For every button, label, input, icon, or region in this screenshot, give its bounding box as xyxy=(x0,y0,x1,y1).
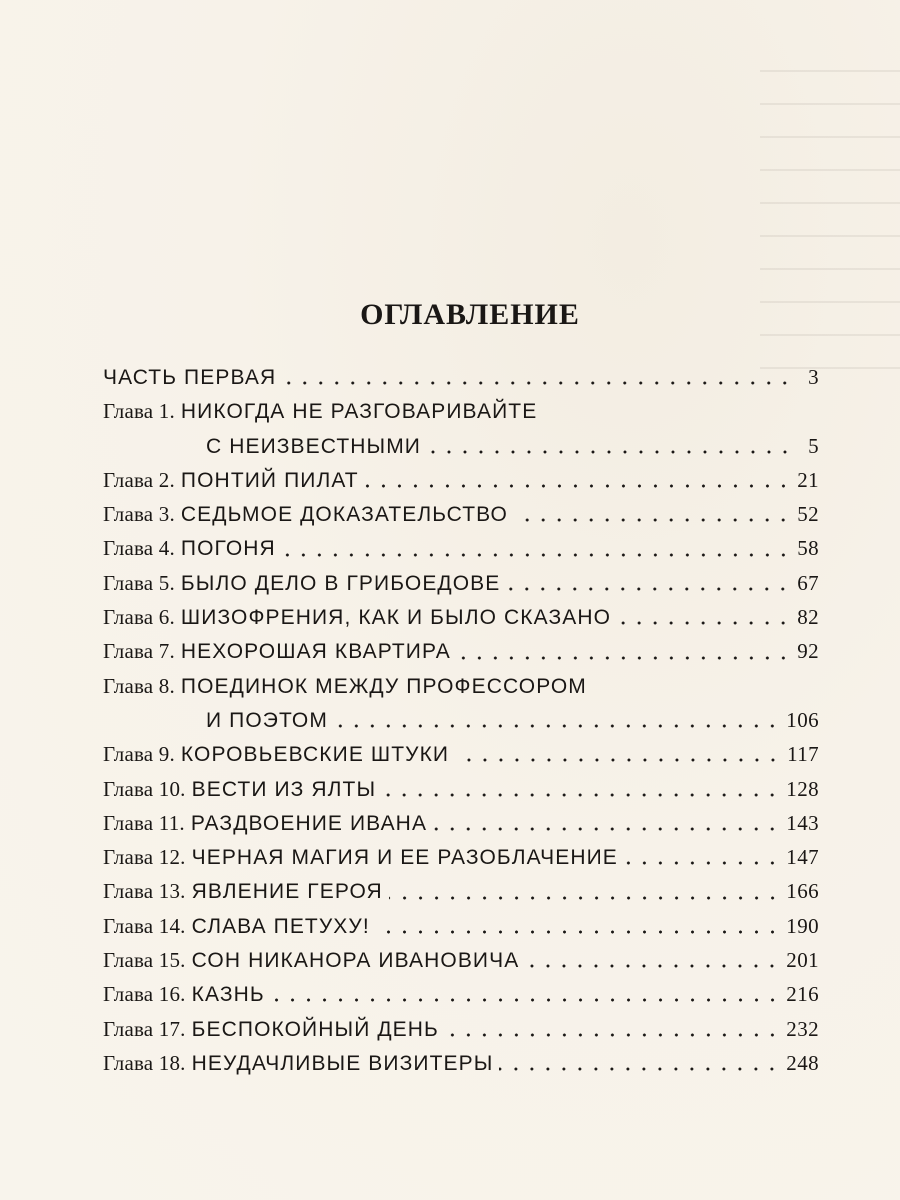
page-number: 190 xyxy=(786,913,819,938)
chapter-title-line1: НИКОГДА НЕ РАЗГОВАРИВАЙТЕ xyxy=(180,400,538,424)
leader-dots xyxy=(624,861,780,865)
bleed-through-text xyxy=(760,70,900,400)
toc-chapter-entry[interactable] xyxy=(103,1046,819,1080)
chapter-number: Глава 4. xyxy=(103,536,175,561)
toc-chapter-entry[interactable] xyxy=(103,840,819,874)
table-of-contents xyxy=(103,360,819,1080)
chapter-title: БЕСПОКОЙНЫЙ ДЕНЬ xyxy=(191,1017,439,1041)
leader-dots xyxy=(445,1033,780,1037)
chapter-number: Глава 18. xyxy=(103,1050,186,1075)
chapter-title: НЕХОРОШАЯ КВАРТИРА xyxy=(180,640,451,664)
leader-dots xyxy=(525,964,780,968)
chapter-number: Глава 12. xyxy=(103,845,186,870)
leader-dots xyxy=(427,450,793,454)
chapter-title: ЯВЛЕНИЕ ГЕРОЯ xyxy=(191,880,383,904)
page-number: 106 xyxy=(786,707,819,732)
chapter-number: Глава 8. xyxy=(103,673,175,698)
leader-dots xyxy=(365,484,791,488)
toc-chapter-entry[interactable] xyxy=(103,909,819,943)
chapter-title: БЫЛО ДЕЛО В ГРИБОЕДОВЕ xyxy=(180,571,501,595)
leader-dots xyxy=(457,656,791,660)
toc-chapter-entry[interactable] xyxy=(103,463,819,497)
leader-dots xyxy=(282,381,793,385)
chapter-title: ШИЗОФРЕНИЯ, КАК И БЫЛО СКАЗАНО xyxy=(180,606,612,630)
leader-dots xyxy=(376,930,781,934)
page-number: 67 xyxy=(797,570,819,595)
page-number: 92 xyxy=(797,639,819,664)
leader-dots xyxy=(334,724,780,728)
page-number: 5 xyxy=(808,433,819,458)
leader-dots xyxy=(389,896,781,900)
toc-chapter-entry[interactable] xyxy=(103,394,819,463)
page-number: 216 xyxy=(786,982,819,1007)
leader-dots xyxy=(617,621,791,625)
page-number: 147 xyxy=(786,845,819,870)
leader-dots xyxy=(271,998,781,1002)
toc-chapter-entry[interactable] xyxy=(103,634,819,668)
chapter-title: ПОНТИЙ ПИЛАТ xyxy=(180,468,359,492)
page-number: 82 xyxy=(797,605,819,630)
chapter-title: СЕДЬМОЕ ДОКАЗАТЕЛЬСТВО xyxy=(180,503,508,527)
leader-dots xyxy=(455,758,781,762)
chapter-number: Глава 6. xyxy=(103,605,175,630)
chapter-title: РАЗДВОЕНИЕ ИВАНА xyxy=(190,811,428,835)
chapter-title: КАЗНЬ xyxy=(191,983,265,1007)
chapter-title-line2: С НЕИЗВЕСТНЫМИ xyxy=(206,434,422,458)
page-number: 3 xyxy=(808,365,819,389)
page-number: 128 xyxy=(786,776,819,801)
chapter-number: Глава 1. xyxy=(103,399,175,424)
page-number: 58 xyxy=(797,536,819,561)
leader-dots xyxy=(499,1067,780,1071)
leader-dots xyxy=(514,518,791,522)
chapter-title: НЕУДАЧЛИВЫЕ ВИЗИТЕРЫ xyxy=(191,1051,494,1075)
page-number: 248 xyxy=(786,1050,819,1075)
chapter-number: Глава 16. xyxy=(103,982,186,1007)
chapter-number: Глава 13. xyxy=(103,879,186,904)
page-number: 117 xyxy=(787,742,819,767)
toc-chapter-entry[interactable] xyxy=(103,669,819,738)
toc-part-entry[interactable] xyxy=(103,360,819,394)
leader-dots xyxy=(506,587,791,591)
chapter-title-line1: ПОЕДИНОК МЕЖДУ ПРОФЕССОРОМ xyxy=(180,674,587,698)
leader-dots xyxy=(282,553,791,557)
chapter-number: Глава 11. xyxy=(103,810,185,835)
toc-chapter-entry[interactable] xyxy=(103,806,819,840)
chapter-title: ЧЕРНАЯ МАГИЯ И ЕЕ РАЗОБЛАЧЕНИЕ xyxy=(191,846,618,870)
chapter-title: ПОГОНЯ xyxy=(180,537,276,561)
toc-chapter-entry[interactable] xyxy=(103,737,819,771)
chapter-number: Глава 7. xyxy=(103,639,175,664)
chapter-title: КОРОВЬЕВСКИЕ ШТУКИ xyxy=(180,743,450,767)
page-number: 52 xyxy=(797,502,819,527)
page-title: ОГЛАВЛЕНИЕ xyxy=(360,298,580,331)
toc-chapter-entry[interactable] xyxy=(103,1012,819,1046)
chapter-number: Глава 10. xyxy=(103,776,186,801)
toc-chapter-entry[interactable] xyxy=(103,772,819,806)
toc-chapter-entry[interactable] xyxy=(103,977,819,1011)
page-number: 201 xyxy=(786,948,819,973)
chapter-number: Глава 17. xyxy=(103,1016,186,1041)
chapter-number: Глава 5. xyxy=(103,570,175,595)
chapter-number: Глава 15. xyxy=(103,948,186,973)
part-title: ЧАСТЬ ПЕРВАЯ xyxy=(103,366,277,389)
page-number: 143 xyxy=(786,810,819,835)
leader-dots xyxy=(433,827,780,831)
chapter-number: Глава 14. xyxy=(103,913,186,938)
chapter-title: СЛАВА ПЕТУХУ! xyxy=(191,914,370,938)
toc-chapter-entry[interactable] xyxy=(103,566,819,600)
chapter-number: Глава 9. xyxy=(103,742,175,767)
toc-chapter-entry[interactable] xyxy=(103,874,819,908)
chapter-list xyxy=(103,394,819,1080)
chapter-title: ВЕСТИ ИЗ ЯЛТЫ xyxy=(191,777,377,801)
leader-dots xyxy=(382,793,780,797)
page-number: 166 xyxy=(786,879,819,904)
toc-chapter-entry[interactable] xyxy=(103,943,819,977)
toc-chapter-entry[interactable] xyxy=(103,531,819,565)
toc-chapter-entry[interactable] xyxy=(103,497,819,531)
chapter-number: Глава 3. xyxy=(103,502,175,527)
toc-chapter-entry[interactable] xyxy=(103,600,819,634)
page-number: 21 xyxy=(797,467,819,492)
chapter-title-line2: И ПОЭТОМ xyxy=(206,708,328,732)
chapter-title: СОН НИКАНОРА ИВАНОВИЧА xyxy=(191,949,520,973)
chapter-number: Глава 2. xyxy=(103,467,175,492)
page-number: 232 xyxy=(786,1016,819,1041)
